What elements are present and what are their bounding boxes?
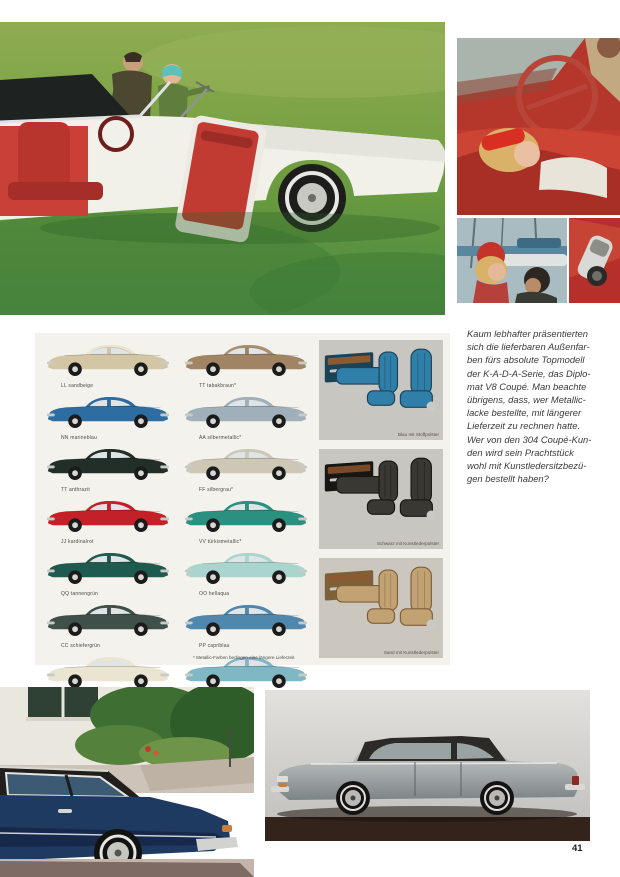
chart-column-right (183, 340, 315, 704)
colour-swatch-label: FF silbergrau* (199, 487, 234, 493)
colour-swatch-row (183, 600, 315, 649)
article-line: wohl mit Kunstledersitzbezü- (467, 460, 587, 472)
colour-swatch-row (45, 600, 177, 649)
seat-caption: Sand mit Kunstlederpolster (383, 650, 439, 655)
article-line: der K-A-D-A-Serie, das Diplo- (467, 367, 591, 379)
wheel (480, 781, 514, 815)
seat-illustration (319, 340, 443, 430)
colour-swatch-label: LL sandbeige (61, 383, 94, 389)
golf-photo-illustration (0, 22, 445, 315)
car-colour-swatch (45, 652, 171, 691)
wheel (336, 781, 370, 815)
photo-harbor (457, 218, 567, 303)
colour-swatch-row (45, 392, 177, 441)
interior-trim-panel (319, 449, 443, 549)
colour-swatch-row (183, 548, 315, 597)
colour-swatch-label: QQ tannengrün (61, 591, 99, 597)
car-colour-swatch (183, 444, 309, 483)
detail-photo-illustration (569, 218, 620, 303)
metallic-footnote: * Metallic-Farben bedingen eine längere Lieferzeit (193, 655, 295, 660)
seat-illustration (319, 449, 443, 539)
photo-golf-course (0, 22, 445, 315)
photo-silver-sedan (265, 690, 590, 841)
article-line: lacke bestellte, mit längerer (467, 407, 582, 419)
colour-swatch-row (45, 340, 177, 389)
article-line: gen bestellt haben? (467, 473, 549, 485)
colour-swatch-label: JJ kardinalrot (61, 539, 94, 545)
colour-swatch-row (183, 392, 315, 441)
page-number: 41 (572, 843, 583, 854)
colour-swatch-label: OO hellaqua (199, 591, 230, 597)
seat-caption: Schwarz mit Kunstlederpolster (376, 541, 439, 546)
article-line: den wird sein Prachtstück (467, 446, 574, 458)
colour-swatch-label: PP capriblau (199, 643, 230, 649)
seat-illustration (319, 558, 443, 648)
car-colour-swatch (183, 548, 309, 587)
article-line: ben fürs absolute Topmodell (467, 354, 585, 366)
car-colour-swatch (183, 340, 309, 379)
car-colour-swatch (45, 340, 171, 379)
colour-swatch-label: VV türkismetallic* (199, 539, 242, 545)
colour-swatch-label: TT anthrazit (61, 487, 90, 493)
chart-column-seats (319, 340, 443, 667)
colour-swatch-row (45, 444, 177, 493)
chart-column-left (45, 340, 177, 704)
colour-swatch-row (183, 340, 315, 389)
colour-swatch-row (45, 548, 177, 597)
interior-trim-panel (319, 340, 443, 440)
colour-swatch-row (45, 496, 177, 545)
article-line: Kaum lebhafter präsentierten (467, 328, 588, 339)
photo-red-interior (457, 38, 620, 215)
tail-light (572, 776, 579, 785)
car-colour-swatch (45, 496, 171, 535)
colour-swatch-label: TT tabakbraun* (199, 383, 237, 389)
door-handle (58, 809, 72, 813)
photo-blue-sedan (0, 687, 254, 877)
car-colour-swatch (45, 444, 171, 483)
article-line: sich die lieferbaren Außenfar- (467, 341, 590, 353)
colour-swatch-label: CC schiefergrün (61, 643, 101, 649)
article-line: übrigens, dass, wer Metallic- (467, 394, 586, 406)
harbor-photo-illustration (457, 218, 567, 303)
car-colour-swatch (45, 392, 171, 431)
photo-chrome-detail (569, 218, 620, 303)
colour-swatch-label: AA silbermetallic* (199, 435, 242, 441)
article-text (467, 327, 620, 485)
rear-bumper (196, 837, 238, 851)
article-line: mat V8 Coupé. Man beachte (467, 380, 587, 392)
blue-sedan-photo-illustration (0, 687, 254, 877)
colour-swatch-row (183, 444, 315, 493)
colour-swatch-label: NN marineblau (61, 435, 97, 441)
interior-trim-panel (319, 558, 443, 658)
car-colour-swatch (45, 600, 171, 639)
car-colour-swatch (183, 496, 309, 535)
interior-photo-illustration (457, 38, 620, 215)
headlight (277, 776, 288, 782)
car-colour-swatch (183, 392, 309, 431)
car-colour-swatch (183, 600, 309, 639)
article-line: Wer von den 304 Coupé-Kun- (467, 433, 592, 445)
colour-chart-panel (35, 333, 450, 665)
seat-caption: Blau mit Stoffpolster (397, 432, 439, 437)
silver-sedan-photo-illustration (265, 690, 590, 841)
car-colour-swatch (45, 548, 171, 587)
article-line: Lieferzeit zu rechnen hatte. (467, 420, 581, 432)
colour-swatch-row (183, 496, 315, 545)
